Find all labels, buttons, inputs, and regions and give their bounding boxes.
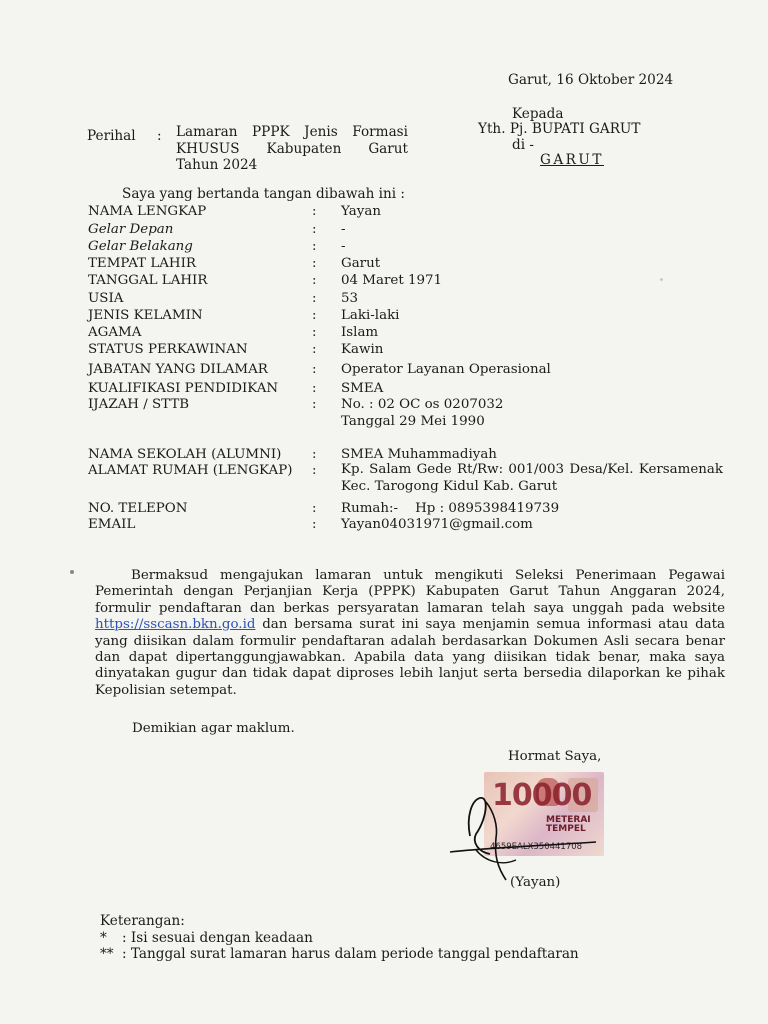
field-colon: :	[312, 501, 317, 516]
field-value: SMEA Muhammadiyah	[341, 447, 497, 462]
field-label: KUALIFIKASI PENDIDIKAN	[88, 381, 279, 396]
stamp-value: 10000	[492, 778, 592, 813]
field-label: EMAIL	[88, 517, 136, 532]
note-text: : Tanggal surat lamaran harus dalam periode tanggal pendaftaran	[122, 946, 579, 962]
website-link[interactable]: https://sscasn.bkn.go.id	[95, 617, 256, 633]
note-mark: *	[100, 930, 107, 946]
field-value: 53	[341, 291, 359, 306]
field-value: SMEA	[341, 381, 384, 396]
field-value: Rumah:- Hp : 0895398419739	[341, 501, 560, 516]
field-label: NAMA LENGKAP	[88, 204, 207, 219]
scan-speck	[70, 570, 74, 574]
notes-title: Keterangan:	[100, 913, 185, 929]
stamp-label-1: METERAI	[546, 815, 591, 825]
field-colon: :	[312, 447, 317, 462]
note-item	[100, 946, 579, 962]
stamp-label-2: TEMPEL	[546, 824, 586, 834]
field-label: STATUS PERKAWINAN	[88, 342, 248, 357]
recipient-kepada: Kepada	[512, 106, 564, 122]
field-label: JENIS KELAMIN	[88, 308, 203, 323]
field-value: Yayan	[341, 204, 381, 219]
recipient-city: GARUT	[540, 152, 604, 168]
field-label: Gelar Belakang	[88, 239, 193, 254]
note-item	[100, 930, 313, 946]
field-colon: :	[312, 517, 317, 532]
scan-speck	[660, 278, 663, 281]
field-label: ALAMAT RUMAH (LENGKAP)	[88, 463, 293, 478]
recipient-name: Yth. Pj. BUPATI GARUT	[478, 121, 641, 137]
field-colon: :	[312, 239, 317, 254]
field-colon: :	[312, 342, 317, 357]
field-colon: :	[312, 463, 317, 478]
field-value: Garut	[341, 256, 381, 271]
field-label: USIA	[88, 291, 124, 306]
signature-greeting: Hormat Saya,	[508, 749, 602, 764]
address-value: Kp. Salam Gede Rt/Rw: 001/003 Desa/Kel. Kersamenak Kec. Tarogong Kidul Kab. Garut	[341, 462, 723, 494]
field-colon: :	[312, 325, 317, 340]
field-colon: :	[312, 273, 317, 288]
field-colon: :	[312, 222, 317, 237]
subject-text: Lamaran PPPK Jenis Formasi KHUSUS Kabupaten Garut Tahun 2024	[176, 124, 408, 173]
field-label: NAMA SEKOLAH (ALUMNI)	[88, 447, 282, 462]
body-paragraph	[95, 568, 725, 699]
field-colon: :	[312, 308, 317, 323]
field-colon: :	[312, 362, 317, 377]
note-mark: **	[100, 946, 114, 962]
field-value: -	[341, 239, 346, 254]
field-value: 04 Maret 1971	[341, 273, 443, 288]
field-label: AGAMA	[88, 325, 142, 340]
closing-line: Demikian agar maklum.	[132, 721, 295, 736]
field-label: Gelar Depan	[88, 222, 174, 237]
recipient-di: di -	[512, 137, 534, 153]
field-label: IJAZAH / STTB	[88, 397, 190, 412]
field-value: No. : 02 OC os 0207032	[341, 397, 504, 412]
field-label: TEMPAT LAHIR	[88, 256, 196, 271]
note-text: : Isi sesuai dengan keadaan	[122, 930, 313, 946]
field-value: Operator Layanan Operasional	[341, 362, 551, 377]
letter-date: Garut, 16 Oktober 2024	[508, 72, 674, 88]
subject-label: Perihal	[87, 128, 136, 144]
field-colon: :	[312, 256, 317, 271]
field-colon: :	[312, 381, 317, 396]
field-colon: :	[312, 397, 317, 412]
signer-name: (Yayan)	[510, 875, 561, 890]
field-value: Islam	[341, 325, 379, 340]
field-value: Kawin	[341, 342, 384, 357]
field-label: TANGGAL LAHIR	[88, 273, 208, 288]
body-text-1: Bermaksud mengajukan lamaran untuk mengikuti Seleksi Penerimaan Pegawai Pemerintah dengan Perjanjian Kerja (PPPK) Kabupaten Garut Tahun Anggaran 2024, formulir pendaftaran dan berkas persyaratan lamaran telah saya unggah pada website	[95, 568, 725, 616]
intro-line: Saya yang bertanda tangan dibawah ini :	[122, 186, 406, 202]
field-label: NO. TELEPON	[88, 501, 188, 516]
field-value: Tanggal 29 Mei 1990	[341, 414, 485, 429]
field-label: JABATAN YANG DILAMAR	[88, 362, 268, 377]
field-colon: :	[312, 291, 317, 306]
body-text-2: dan bersama surat ini saya menjamin semua informasi atau data yang diisikan dalam formulir pendaftaran adalah berdasarkan Dokumen Asli secara benar dan dapat dipertanggungjawabkan. Apabila data yang diisikan tidak benar, maka saya dinyatakan gugur dan tidak dapat diproses lebih lanjut serta bersedia dilaporkan ke pihak Kepolisian setempat.	[95, 617, 725, 698]
field-colon: :	[312, 204, 317, 219]
subject-colon: :	[157, 128, 162, 144]
field-value: Laki-laki	[341, 308, 400, 323]
stamp-serial: 4659EALX350441708	[490, 842, 583, 852]
field-value: -	[341, 222, 346, 237]
field-value: Yayan04031971@gmail.com	[341, 517, 533, 532]
